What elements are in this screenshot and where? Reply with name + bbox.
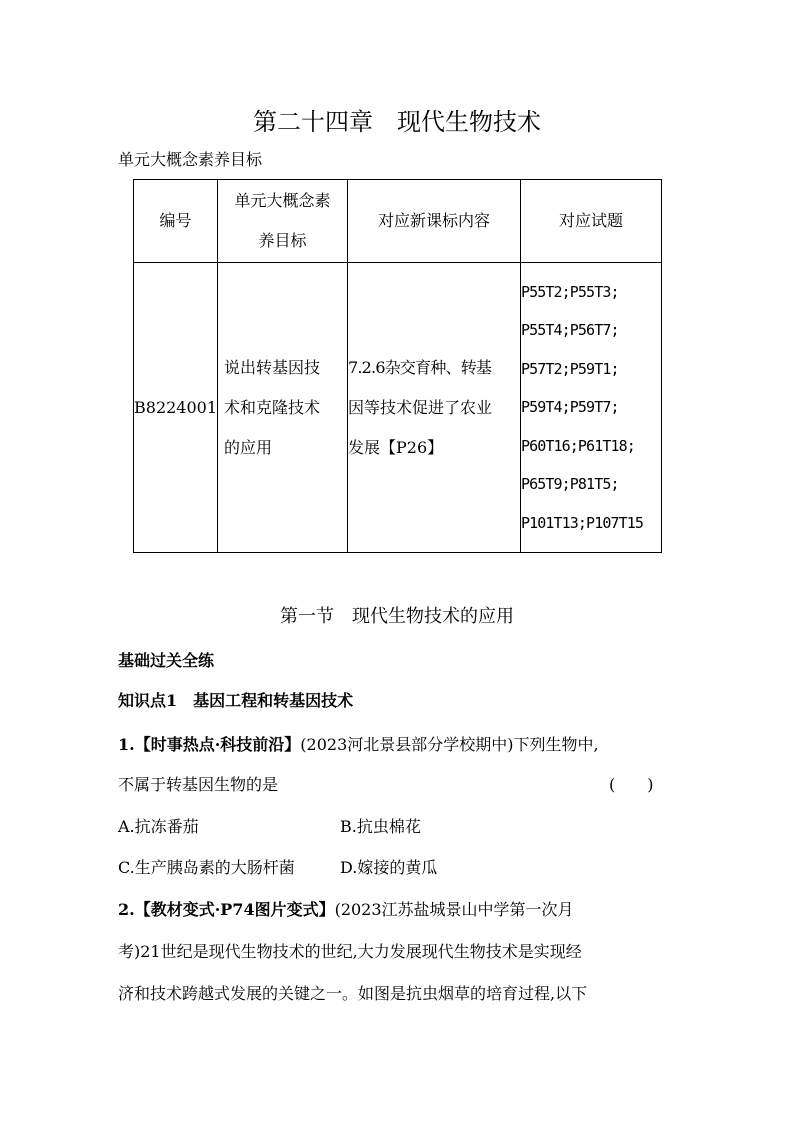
question-1-line2: 不属于转基因生物的是 (118, 775, 279, 794)
chapter-title: 第二十四章 现代生物技术 (253, 108, 541, 136)
header-goal (218, 180, 348, 263)
row-question-line: P55T4;P56T7; (521, 321, 619, 340)
header-goal-line2: 养目标 (258, 231, 307, 250)
option-d: D.嫁接的黄瓜 (340, 858, 438, 877)
row-number: B8224001 (134, 263, 218, 553)
section-title: 第一节 现代生物技术的应用 (280, 606, 514, 627)
goals-table (133, 179, 662, 553)
question-1-tag: 1.【时事热点·科技前沿】 (118, 735, 301, 754)
header-questions: 对应试题 (521, 180, 662, 263)
option-c: C.生产胰岛素的大肠杆菌 (118, 858, 295, 877)
option-a: A.抗冻番茄 (118, 817, 199, 836)
question-2-line3: 济和技术跨越式发展的关键之一。如图是抗虫烟草的培育过程,以下 (118, 984, 588, 1003)
question-2-line1 (118, 897, 574, 920)
table-caption: 单元大概念素养目标 (118, 150, 263, 169)
row-standard-line: 因等技术促进了农业 (348, 397, 493, 417)
question-2-text: (2023江苏盐城景山中学第一次月 (334, 900, 574, 919)
row-question-line: P101T13;P107T15 (521, 513, 643, 532)
question-1-text: (2023河北景县部分学校期中)下列生物中, (300, 735, 599, 754)
question-2-line2: 考)21世纪是现代生物技术的世纪,大力发展现代生物技术是实现经 (118, 942, 582, 961)
header-goal-line1: 单元大概念素 (234, 191, 331, 210)
table-row (134, 263, 662, 553)
row-standard (348, 263, 521, 553)
row-standard-line: 7.2.6杂交育种、转基 (348, 357, 492, 377)
question-2-tag: 2.【教材变式·P74图片变式】 (118, 900, 335, 919)
knowledge-point-heading: 知识点1 基因工程和转基因技术 (118, 691, 354, 710)
answer-blank: ( ) (609, 775, 654, 794)
row-goal-line: 的应用 (224, 437, 273, 457)
row-question-line: P65T9;P81T5; (521, 475, 619, 494)
row-goal-line: 术和克隆技术 (224, 397, 321, 417)
row-question-line: P59T4;P59T7; (521, 398, 619, 417)
practice-heading: 基础过关全练 (118, 651, 215, 670)
question-1-line1 (118, 732, 599, 755)
row-question-line: P60T16;P61T18; (521, 436, 635, 455)
table-header-row (134, 180, 662, 263)
row-questions (521, 263, 662, 553)
row-question-line: P55T2;P55T3; (521, 282, 619, 301)
row-goal (218, 263, 348, 553)
option-b: B.抗虫棉花 (340, 817, 421, 836)
row-goal-line: 说出转基因技 (224, 357, 321, 377)
header-number: 编号 (134, 180, 218, 263)
header-standard: 对应新课标内容 (348, 180, 521, 263)
row-standard-line: 发展【P26】 (348, 437, 444, 457)
row-question-line: P57T2;P59T1; (521, 359, 619, 378)
